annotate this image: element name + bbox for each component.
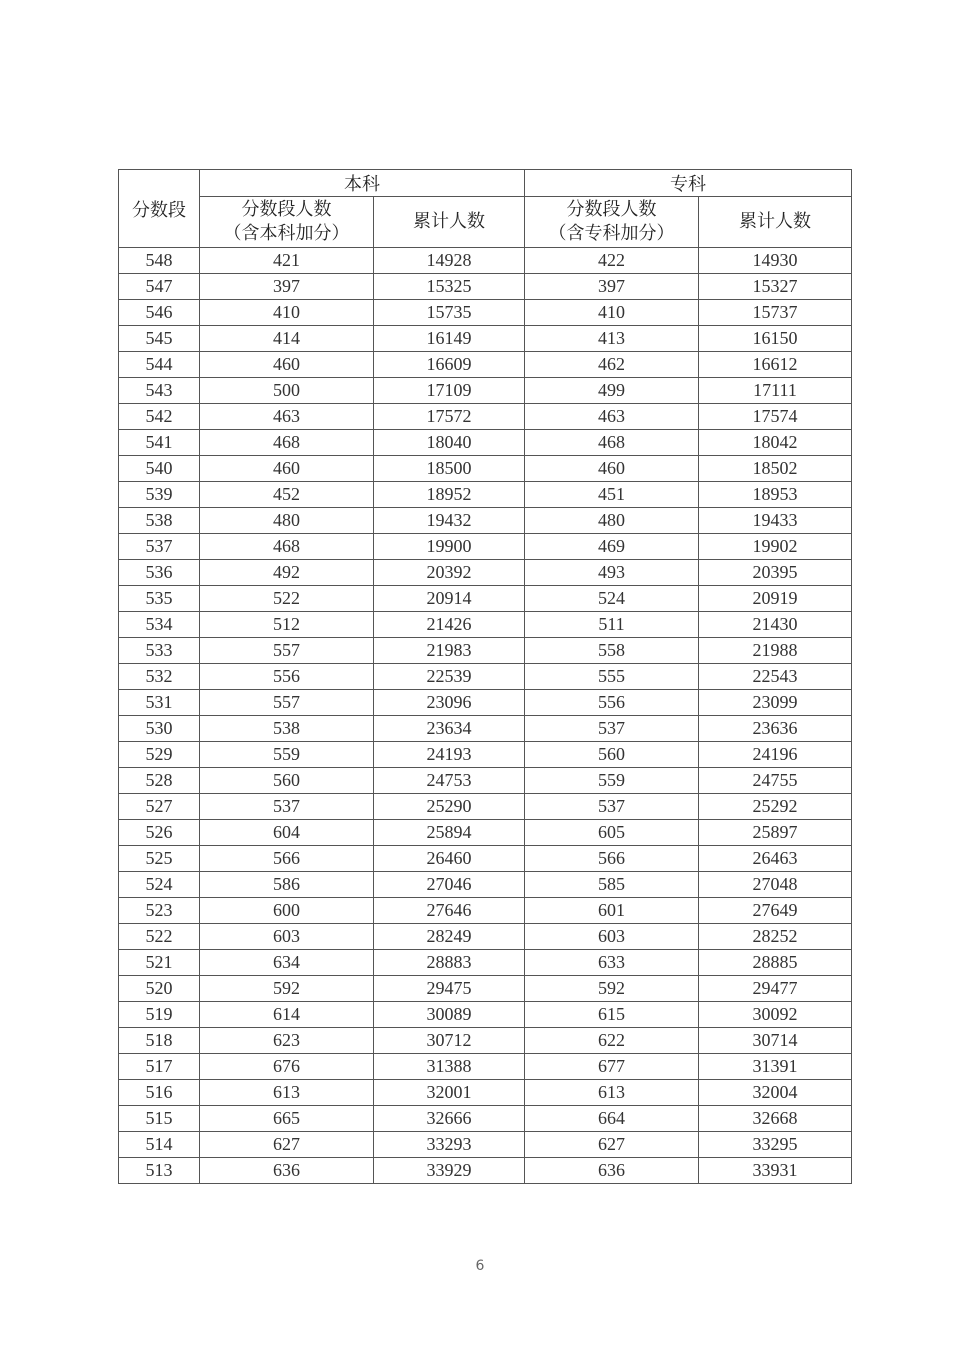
- cell-junior-cumulative: 30714: [699, 1028, 852, 1054]
- header-junior-count: [525, 197, 699, 248]
- cell-junior-count: 511: [525, 612, 699, 638]
- table-row: [119, 1028, 852, 1054]
- cell-junior-cumulative: 31391: [699, 1054, 852, 1080]
- cell-junior-cumulative: 14930: [699, 248, 852, 274]
- cell-score-band: 529: [119, 742, 200, 768]
- cell-undergrad-count: 468: [200, 534, 374, 560]
- cell-junior-count: 422: [525, 248, 699, 274]
- cell-junior-cumulative: 24196: [699, 742, 852, 768]
- cell-junior-count: 627: [525, 1132, 699, 1158]
- table-row: [119, 378, 852, 404]
- cell-undergrad-cumulative: 22539: [374, 664, 525, 690]
- table-row: [119, 508, 852, 534]
- cell-undergrad-count: 634: [200, 950, 374, 976]
- cell-score-band: 531: [119, 690, 200, 716]
- cell-undergrad-cumulative: 28249: [374, 924, 525, 950]
- table-row: [119, 846, 852, 872]
- cell-undergrad-count: 410: [200, 300, 374, 326]
- table-row: [119, 924, 852, 950]
- cell-undergrad-cumulative: 18500: [374, 456, 525, 482]
- cell-score-band: 526: [119, 820, 200, 846]
- cell-undergrad-cumulative: 19900: [374, 534, 525, 560]
- score-distribution-table: [118, 169, 852, 1184]
- cell-undergrad-cumulative: 23096: [374, 690, 525, 716]
- cell-undergrad-cumulative: 25290: [374, 794, 525, 820]
- table-row: [119, 1158, 852, 1184]
- cell-undergrad-cumulative: 24193: [374, 742, 525, 768]
- cell-junior-count: 592: [525, 976, 699, 1002]
- cell-undergrad-count: 557: [200, 690, 374, 716]
- cell-undergrad-count: 623: [200, 1028, 374, 1054]
- cell-undergrad-cumulative: 17109: [374, 378, 525, 404]
- cell-undergrad-cumulative: 32666: [374, 1106, 525, 1132]
- cell-junior-count: 537: [525, 794, 699, 820]
- table-row: [119, 612, 852, 638]
- cell-junior-cumulative: 32004: [699, 1080, 852, 1106]
- cell-junior-cumulative: 24755: [699, 768, 852, 794]
- header-junior-group: 专科: [525, 170, 852, 197]
- cell-score-band: 543: [119, 378, 200, 404]
- cell-junior-count: 566: [525, 846, 699, 872]
- cell-score-band: 546: [119, 300, 200, 326]
- cell-score-band: 520: [119, 976, 200, 1002]
- table-row: [119, 586, 852, 612]
- cell-score-band: 544: [119, 352, 200, 378]
- cell-junior-cumulative: 21430: [699, 612, 852, 638]
- table-row: [119, 768, 852, 794]
- table-row: [119, 456, 852, 482]
- cell-junior-count: 468: [525, 430, 699, 456]
- cell-junior-count: 677: [525, 1054, 699, 1080]
- cell-junior-count: 451: [525, 482, 699, 508]
- header-score-band: 分数段: [119, 170, 200, 248]
- cell-junior-count: 499: [525, 378, 699, 404]
- cell-score-band: 541: [119, 430, 200, 456]
- cell-undergrad-count: 414: [200, 326, 374, 352]
- cell-undergrad-cumulative: 27046: [374, 872, 525, 898]
- cell-undergrad-cumulative: 26460: [374, 846, 525, 872]
- cell-junior-cumulative: 17574: [699, 404, 852, 430]
- table-row: [119, 950, 852, 976]
- table-row: [119, 300, 852, 326]
- table-row: [119, 872, 852, 898]
- cell-undergrad-cumulative: 21426: [374, 612, 525, 638]
- cell-undergrad-cumulative: 19432: [374, 508, 525, 534]
- cell-junior-count: 537: [525, 716, 699, 742]
- cell-undergrad-count: 421: [200, 248, 374, 274]
- cell-junior-cumulative: 26463: [699, 846, 852, 872]
- table-row: [119, 534, 852, 560]
- cell-undergrad-cumulative: 18040: [374, 430, 525, 456]
- cell-undergrad-cumulative: 31388: [374, 1054, 525, 1080]
- cell-score-band: 540: [119, 456, 200, 482]
- cell-score-band: 533: [119, 638, 200, 664]
- cell-junior-cumulative: 21988: [699, 638, 852, 664]
- table-row: [119, 794, 852, 820]
- cell-undergrad-count: 600: [200, 898, 374, 924]
- cell-junior-count: 556: [525, 690, 699, 716]
- cell-junior-cumulative: 30092: [699, 1002, 852, 1028]
- cell-undergrad-cumulative: 24753: [374, 768, 525, 794]
- cell-junior-count: 397: [525, 274, 699, 300]
- cell-junior-cumulative: 23099: [699, 690, 852, 716]
- cell-undergrad-count: 556: [200, 664, 374, 690]
- cell-score-band: 532: [119, 664, 200, 690]
- cell-score-band: 522: [119, 924, 200, 950]
- cell-undergrad-cumulative: 15325: [374, 274, 525, 300]
- cell-junior-cumulative: 22543: [699, 664, 852, 690]
- cell-score-band: 545: [119, 326, 200, 352]
- cell-junior-cumulative: 18953: [699, 482, 852, 508]
- cell-junior-count: 664: [525, 1106, 699, 1132]
- cell-undergrad-count: 586: [200, 872, 374, 898]
- cell-undergrad-count: 463: [200, 404, 374, 430]
- cell-junior-cumulative: 33295: [699, 1132, 852, 1158]
- cell-undergrad-count: 537: [200, 794, 374, 820]
- cell-junior-count: 633: [525, 950, 699, 976]
- cell-undergrad-cumulative: 20392: [374, 560, 525, 586]
- cell-undergrad-count: 603: [200, 924, 374, 950]
- cell-junior-cumulative: 18502: [699, 456, 852, 482]
- cell-junior-count: 493: [525, 560, 699, 586]
- cell-undergrad-cumulative: 33929: [374, 1158, 525, 1184]
- cell-score-band: 534: [119, 612, 200, 638]
- cell-undergrad-count: 604: [200, 820, 374, 846]
- cell-junior-count: 462: [525, 352, 699, 378]
- table-row: [119, 742, 852, 768]
- cell-junior-cumulative: 20395: [699, 560, 852, 586]
- table-row: [119, 976, 852, 1002]
- cell-junior-count: 555: [525, 664, 699, 690]
- cell-score-band: 547: [119, 274, 200, 300]
- cell-undergrad-count: 480: [200, 508, 374, 534]
- cell-undergrad-count: 460: [200, 352, 374, 378]
- table-row: [119, 664, 852, 690]
- header-undergrad-group: 本科: [200, 170, 525, 197]
- cell-junior-cumulative: 25292: [699, 794, 852, 820]
- cell-undergrad-cumulative: 23634: [374, 716, 525, 742]
- cell-junior-cumulative: 19433: [699, 508, 852, 534]
- cell-junior-count: 636: [525, 1158, 699, 1184]
- cell-junior-count: 559: [525, 768, 699, 794]
- cell-undergrad-cumulative: 16149: [374, 326, 525, 352]
- cell-junior-cumulative: 28885: [699, 950, 852, 976]
- table-row: [119, 1054, 852, 1080]
- cell-undergrad-count: 559: [200, 742, 374, 768]
- cell-score-band: 524: [119, 872, 200, 898]
- cell-undergrad-count: 468: [200, 430, 374, 456]
- cell-undergrad-cumulative: 20914: [374, 586, 525, 612]
- header-junior-cumulative: 累计人数: [699, 197, 852, 248]
- cell-junior-count: 460: [525, 456, 699, 482]
- cell-junior-cumulative: 19902: [699, 534, 852, 560]
- cell-junior-cumulative: 25897: [699, 820, 852, 846]
- header-junior-count-label: 分数段人数: [566, 199, 657, 220]
- cell-undergrad-cumulative: 30089: [374, 1002, 525, 1028]
- table-body: [119, 248, 852, 1184]
- cell-undergrad-cumulative: 16609: [374, 352, 525, 378]
- cell-score-band: 542: [119, 404, 200, 430]
- cell-undergrad-count: 627: [200, 1132, 374, 1158]
- table-row: [119, 638, 852, 664]
- cell-undergrad-cumulative: 21983: [374, 638, 525, 664]
- table-row: [119, 404, 852, 430]
- cell-junior-count: 615: [525, 1002, 699, 1028]
- cell-junior-cumulative: 23636: [699, 716, 852, 742]
- cell-undergrad-count: 512: [200, 612, 374, 638]
- table-row: [119, 898, 852, 924]
- page-number: 6: [475, 1258, 485, 1274]
- cell-junior-cumulative: 28252: [699, 924, 852, 950]
- cell-undergrad-count: 500: [200, 378, 374, 404]
- cell-undergrad-count: 557: [200, 638, 374, 664]
- cell-score-band: 519: [119, 1002, 200, 1028]
- cell-undergrad-count: 460: [200, 456, 374, 482]
- cell-score-band: 539: [119, 482, 200, 508]
- cell-junior-count: 603: [525, 924, 699, 950]
- cell-undergrad-cumulative: 15735: [374, 300, 525, 326]
- cell-score-band: 537: [119, 534, 200, 560]
- header-undergrad-count-label: 分数段人数: [241, 199, 332, 220]
- table-row: [119, 352, 852, 378]
- cell-score-band: 527: [119, 794, 200, 820]
- cell-junior-cumulative: 17111: [699, 378, 852, 404]
- cell-undergrad-count: 592: [200, 976, 374, 1002]
- cell-undergrad-count: 665: [200, 1106, 374, 1132]
- cell-undergrad-cumulative: 29475: [374, 976, 525, 1002]
- cell-score-band: 516: [119, 1080, 200, 1106]
- cell-score-band: 536: [119, 560, 200, 586]
- cell-score-band: 535: [119, 586, 200, 612]
- cell-undergrad-cumulative: 30712: [374, 1028, 525, 1054]
- header-undergrad-cumulative: 累计人数: [374, 197, 525, 248]
- cell-junior-count: 605: [525, 820, 699, 846]
- cell-undergrad-cumulative: 14928: [374, 248, 525, 274]
- table-row: [119, 326, 852, 352]
- cell-score-band: 548: [119, 248, 200, 274]
- cell-junior-cumulative: 15737: [699, 300, 852, 326]
- cell-junior-cumulative: 18042: [699, 430, 852, 456]
- cell-junior-cumulative: 16150: [699, 326, 852, 352]
- cell-undergrad-count: 538: [200, 716, 374, 742]
- cell-junior-count: 558: [525, 638, 699, 664]
- cell-undergrad-count: 613: [200, 1080, 374, 1106]
- cell-score-band: 528: [119, 768, 200, 794]
- cell-undergrad-count: 676: [200, 1054, 374, 1080]
- cell-score-band: 515: [119, 1106, 200, 1132]
- cell-junior-count: 413: [525, 326, 699, 352]
- cell-score-band: 518: [119, 1028, 200, 1054]
- table-row: [119, 1132, 852, 1158]
- cell-undergrad-cumulative: 18952: [374, 482, 525, 508]
- cell-undergrad-count: 522: [200, 586, 374, 612]
- cell-junior-count: 463: [525, 404, 699, 430]
- cell-junior-count: 613: [525, 1080, 699, 1106]
- cell-junior-cumulative: 16612: [699, 352, 852, 378]
- header-undergrad-count: [200, 197, 374, 248]
- cell-undergrad-cumulative: 27646: [374, 898, 525, 924]
- cell-undergrad-count: 636: [200, 1158, 374, 1184]
- cell-junior-count: 410: [525, 300, 699, 326]
- cell-undergrad-count: 492: [200, 560, 374, 586]
- cell-undergrad-count: 566: [200, 846, 374, 872]
- header-junior-count-note: （含专科加分）: [548, 223, 675, 244]
- cell-junior-count: 469: [525, 534, 699, 560]
- cell-undergrad-cumulative: 25894: [374, 820, 525, 846]
- cell-undergrad-cumulative: 33293: [374, 1132, 525, 1158]
- cell-undergrad-cumulative: 17572: [374, 404, 525, 430]
- cell-score-band: 513: [119, 1158, 200, 1184]
- table-row: [119, 248, 852, 274]
- table-row: [119, 690, 852, 716]
- cell-junior-cumulative: 27649: [699, 898, 852, 924]
- cell-undergrad-cumulative: 32001: [374, 1080, 525, 1106]
- cell-score-band: 525: [119, 846, 200, 872]
- cell-score-band: 521: [119, 950, 200, 976]
- cell-junior-cumulative: 29477: [699, 976, 852, 1002]
- table-row: [119, 1002, 852, 1028]
- cell-undergrad-cumulative: 28883: [374, 950, 525, 976]
- table-row: [119, 274, 852, 300]
- cell-junior-cumulative: 20919: [699, 586, 852, 612]
- cell-junior-count: 622: [525, 1028, 699, 1054]
- cell-score-band: 523: [119, 898, 200, 924]
- cell-score-band: 517: [119, 1054, 200, 1080]
- cell-junior-count: 480: [525, 508, 699, 534]
- cell-junior-count: 601: [525, 898, 699, 924]
- cell-undergrad-count: 614: [200, 1002, 374, 1028]
- table-row: [119, 716, 852, 742]
- table-row: [119, 820, 852, 846]
- cell-junior-cumulative: 15327: [699, 274, 852, 300]
- cell-undergrad-count: 452: [200, 482, 374, 508]
- cell-score-band: 530: [119, 716, 200, 742]
- table-row: [119, 1080, 852, 1106]
- cell-junior-count: 585: [525, 872, 699, 898]
- cell-undergrad-count: 397: [200, 274, 374, 300]
- cell-junior-cumulative: 32668: [699, 1106, 852, 1132]
- cell-undergrad-count: 560: [200, 768, 374, 794]
- cell-junior-cumulative: 27048: [699, 872, 852, 898]
- cell-junior-count: 560: [525, 742, 699, 768]
- table-row: [119, 430, 852, 456]
- cell-score-band: 538: [119, 508, 200, 534]
- table-row: [119, 560, 852, 586]
- cell-junior-cumulative: 33931: [699, 1158, 852, 1184]
- cell-score-band: 514: [119, 1132, 200, 1158]
- table-header: [119, 170, 852, 248]
- table-row: [119, 1106, 852, 1132]
- cell-junior-count: 524: [525, 586, 699, 612]
- header-undergrad-count-note: （含本科加分）: [223, 223, 350, 244]
- table-row: [119, 482, 852, 508]
